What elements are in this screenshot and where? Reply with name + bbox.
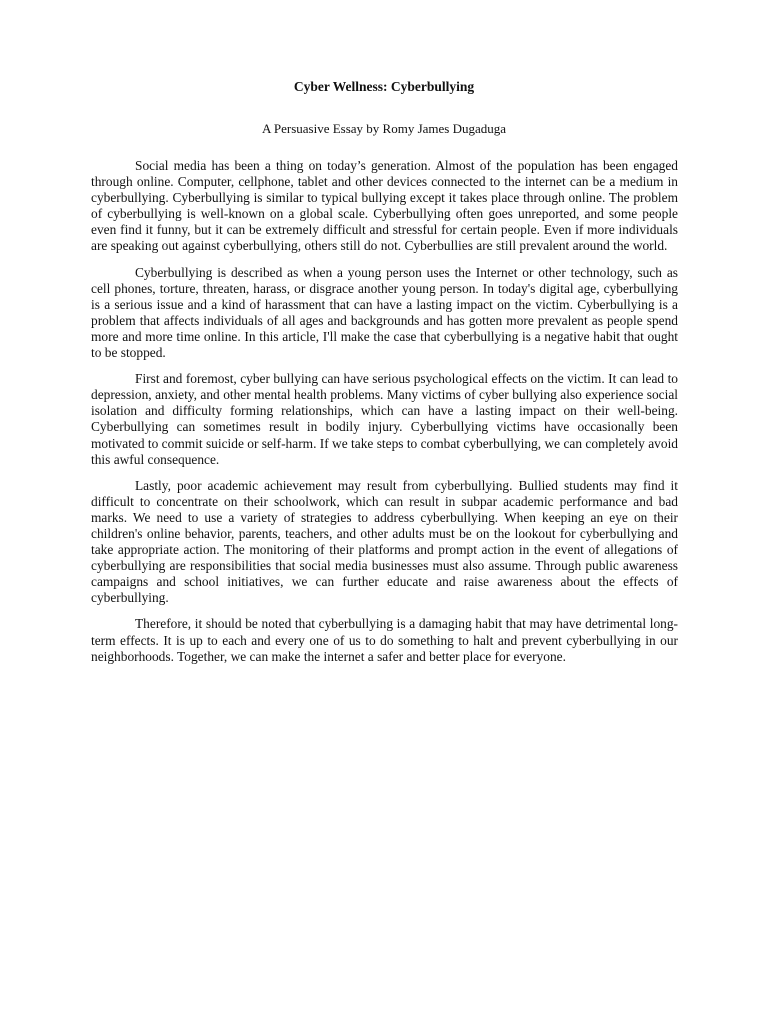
page-title: Cyber Wellness: Cyberbullying bbox=[293, 79, 475, 94]
paragraph-introduction: Social media has been a thing on today’s generation. Almost of the population has been engaged through online. Computer, cellphone, tablet and other devices connected to the internet can be a medium in cyberbullying. Cyberbullying is similar to typical bullying except it takes place through online. The problem of cyberbullying is well-known on a global scale. Cyberbullying often goes unreported, and some people even find it funny, but it can be extremely difficult and stressful for certain people. Even if more individuals are speaking out against cyberbullying, others still do not. Cyberbullies are still prevalent around the world. bbox=[91, 158, 678, 254]
essay-body bbox=[91, 158, 678, 675]
paragraph-psychological-effects: First and foremost, cyber bullying can have serious psychological effects on the victim. It can lead to depression, anxiety, and other mental health problems. Many victims of cyber bullying also experience social isolation and difficulty forming relationships, which can have a lasting impact on their well-being. Cyberbullying can sometimes result in bodily injury. Cyberbullying victims have occasionally been motivated to commit suicide or self-harm. If we take steps to combat cyberbullying, we can completely avoid this awful consequence. bbox=[91, 371, 678, 467]
paragraph-definition: Cyberbullying is described as when a young person uses the Internet or other technology, such as cell phones, torture, threaten, harass, or disgrace another young person. In today's digital age, cyberbullying is a serious issue and a kind of harassment that can have a lasting impact on the victim. Cyberbullying is a problem that affects individuals of all ages and backgrounds and has gotten more prevalent as people spend more and more time online. In this article, I'll make the case that cyberbullying is a negative habit that ought to be stopped. bbox=[91, 264, 678, 361]
paragraph-conclusion: Therefore, it should be noted that cyberbullying is a damaging habit that may have detrimental long-term effects. It is up to each and every one of us to do something to halt and prevent cyberbullying in our neighborhoods. Together, we can make the internet a safer and better place for everyone. bbox=[91, 616, 678, 664]
paragraph-academic-effects: Lastly, poor academic achievement may result from cyberbullying. Bullied students may find it difficult to concentrate on their schoolwork, which can result in subpar academic performance and bad marks. We need to use a variety of strategies to address cyberbullying. When keeping an eye on their children's online behavior, parents, teachers, and other adults must be on the lookout for cyberbullying and take appropriate action. The monitoring of their platforms and prompt action in the event of allegations of cyberbullying are responsibilities that social media businesses must also assume. Through public awareness campaigns and school initiatives, we can further educate and raise awareness about the effects of cyberbullying. bbox=[91, 477, 678, 606]
essay-byline: A Persuasive Essay by Romy James Dugaduga bbox=[261, 121, 507, 136]
